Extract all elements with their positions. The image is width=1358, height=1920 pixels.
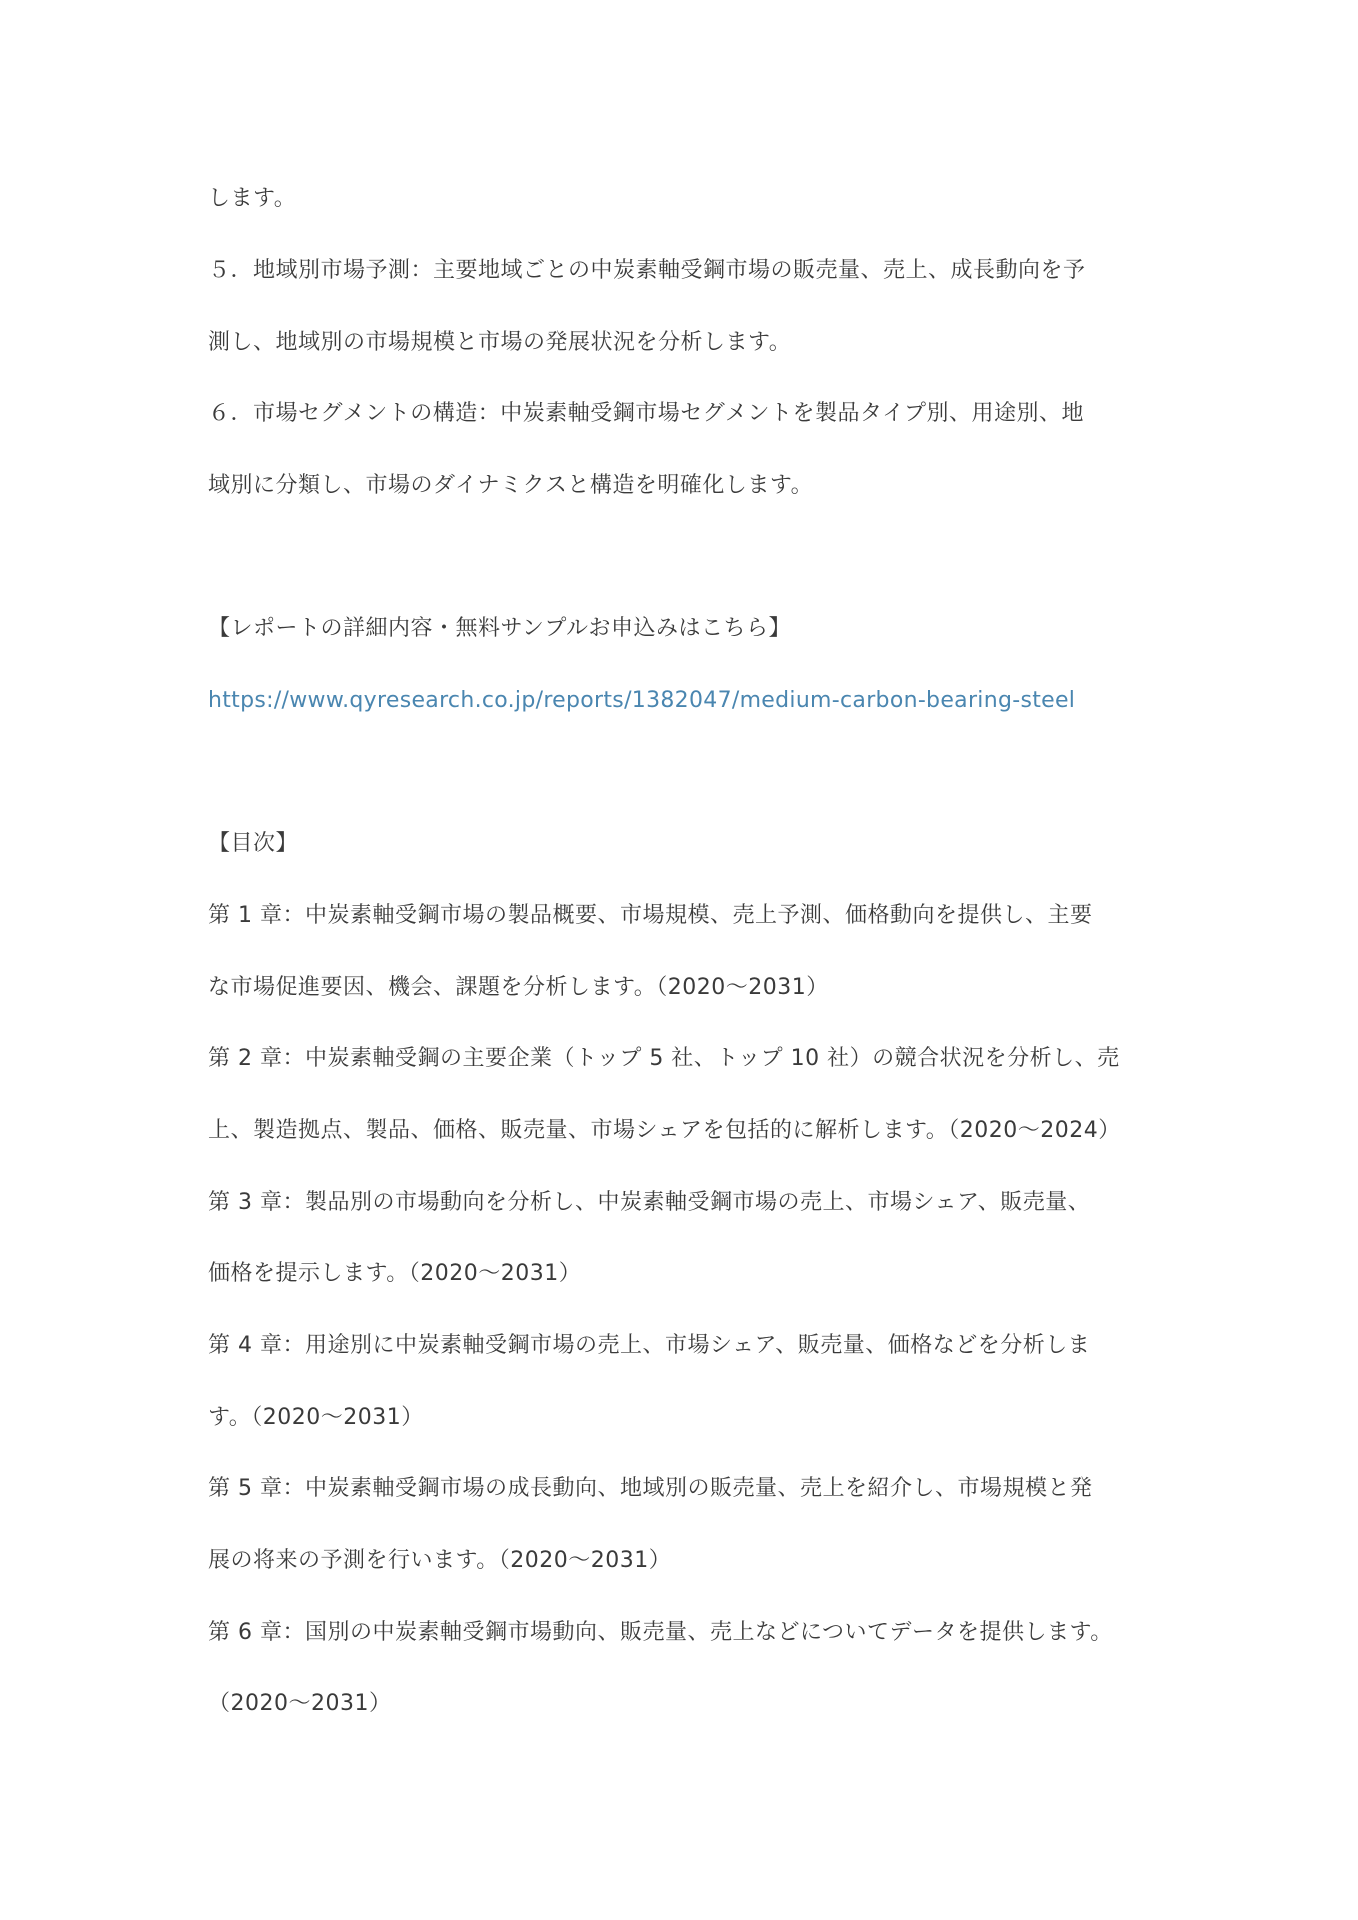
chapter-6-line-2: （2020～2031） bbox=[208, 1691, 392, 1716]
chapter-2-line-1: 第 2 章：中炭素軸受鋼の主要企業（トップ 5 社、トップ 10 社）の競合状況を分析し、売 bbox=[208, 1046, 1120, 1071]
point-6-line-2: 域別に分類し、市場のダイナミクスと構造を明確化します。 bbox=[208, 473, 814, 498]
chapter-3-line-2: 価格を提示します。（2020～2031） bbox=[208, 1261, 582, 1286]
point-5-line-2: 測し、地域別の市場規模と市場の発展状況を分析します。 bbox=[208, 330, 792, 355]
chapter-1-line-1: 第 1 章：中炭素軸受鋼市場の製品概要、市場規模、売上予測、価格動向を提供し、主要 bbox=[208, 903, 1093, 928]
chapter-4-line-1: 第 4 章：用途別に中炭素軸受鋼市場の売上、市場シェア、販売量、価格などを分析しま bbox=[208, 1333, 1091, 1358]
report-heading: 【レポートの詳細内容・無料サンプルお申込みはこちら】 bbox=[208, 616, 792, 641]
chapter-1-line-2: な市場促進要因、機会、課題を分析します。（2020～2031） bbox=[208, 975, 829, 1000]
chapter-5-line-1: 第 5 章：中炭素軸受鋼市場の成長動向、地域別の販売量、売上を紹介し、市場規模と発 bbox=[208, 1476, 1093, 1501]
chapter-6-line-1: 第 6 章：国別の中炭素軸受鋼市場動向、販売量、売上などについてデータを提供します。 bbox=[208, 1620, 1113, 1645]
chapter-3-line-1: 第 3 章：製品別の市場動向を分析し、中炭素軸受鋼市場の売上、市場シェア、販売量、 bbox=[208, 1190, 1091, 1215]
point-6-line-1: ６．市場セグメントの構造：中炭素軸受鋼市場セグメントを製品タイプ別、用途別、地 bbox=[208, 401, 1084, 426]
chapter-4-line-2: す。（2020～2031） bbox=[208, 1405, 424, 1430]
chapter-2-line-2: 上、製造拠点、製品、価格、販売量、市場シェアを包括的に解析します。（2020～2024） bbox=[208, 1118, 1121, 1143]
report-url-link[interactable]: https://www.qyresearch.co.jp/reports/1382047/medium-carbon-bearing-steel bbox=[208, 688, 1076, 713]
chapter-5-line-2: 展の将来の予測を行います。（2020～2031） bbox=[208, 1548, 672, 1573]
intro-tail-text: します。 bbox=[208, 186, 297, 211]
toc-heading: 【目次】 bbox=[208, 831, 299, 856]
point-5-line-1: ５．地域別市場予測：主要地域ごとの中炭素軸受鋼市場の販売量、売上、成長動向を予 bbox=[208, 258, 1086, 283]
